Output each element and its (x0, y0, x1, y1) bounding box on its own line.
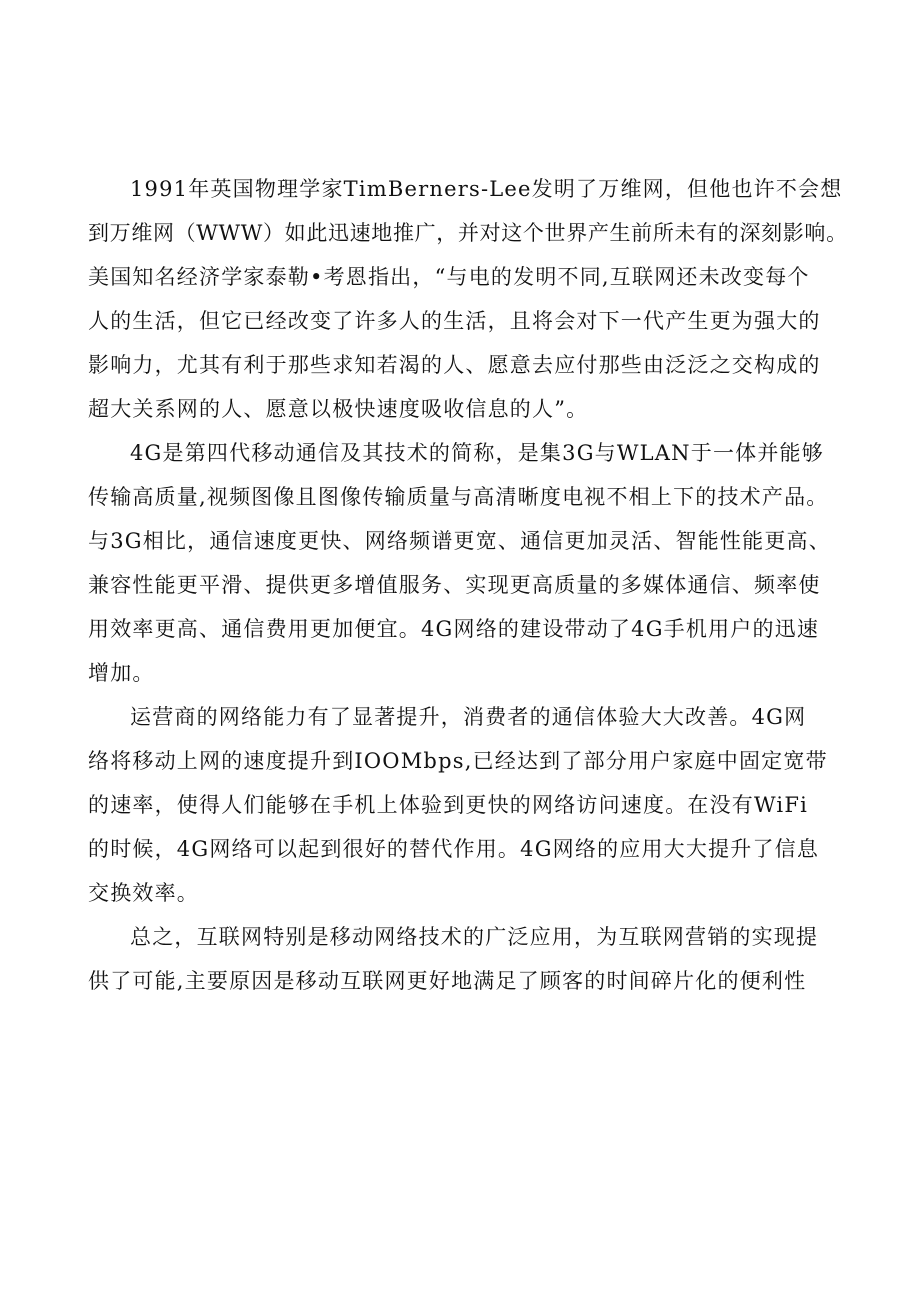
document-body (88, 167, 848, 1003)
paragraph-www-history (88, 167, 848, 431)
paragraph-operator-network (88, 695, 848, 915)
text-line: 络将移动上网的速度提升到IOOMbps,已经达到了部分用户家庭中固定宽带 (88, 749, 828, 773)
text-line: 的时候，4G网络可以起到很好的替代作用。4G网络的应用大大提升了信息 (88, 837, 820, 861)
text-line: 的速率，使得人们能够在手机上体验到更快的网络访问速度。在没有WiFi (88, 793, 809, 817)
text-line: 影响力，尤其有利于那些求知若渴的人、愿意去应付那些由泛泛之交构成的 (88, 353, 821, 377)
paragraph-conclusion (88, 915, 848, 1003)
text-line: 1991年英国物理学家TimBerners-Lee发明了万维网，但他也许不会想 (130, 177, 843, 201)
text-line: 交换效率。 (88, 881, 199, 905)
text-line: 与3G相比，通信速度更快、网络频谱更宽、通信更加灵活、智能性能更高、 (88, 529, 831, 553)
text-line: 供了可能,主要原因是移动互联网更好地满足了顾客的时间碎片化的便利性 (88, 969, 807, 993)
text-line: 兼容性能更平滑、提供更多增值服务、实现更高质量的多媒体通信、频率使 (88, 573, 821, 597)
text-line: 总之，互联网特别是移动网络技术的广泛应用，为互联网营销的实现提 (130, 925, 819, 949)
text-line: 运营商的网络能力有了显著提升，消费者的通信体验大大改善。4G网 (130, 705, 807, 729)
paragraph-4g-definition (88, 431, 848, 695)
text-line: 4G是第四代移动通信及其技术的简称，是集3G与WLAN于一体并能够 (130, 441, 824, 465)
text-line: 用效率更高、通信费用更加便宜。4G网络的建设带动了4G手机用户的迅速 (88, 617, 820, 641)
text-line: 到万维网（WWW）如此迅速地推广，并对这个世界产生前所未有的深刻影响。 (88, 221, 848, 245)
text-line: 增加。 (88, 661, 155, 685)
text-line: 美国知名经济学家泰勒•考恩指出，“与电的发明不同,互联网还未改变每个 (88, 265, 810, 289)
text-line: 人的生活，但它已经改变了许多人的生活，且将会对下一代产生更为强大的 (88, 309, 821, 333)
text-line: 超大关系网的人、愿意以极快速度吸收信息的人”。 (88, 397, 589, 421)
text-line: 传输高质量,视频图像且图像传输质量与高清晰度电视不相上下的技术产品。 (88, 485, 829, 509)
